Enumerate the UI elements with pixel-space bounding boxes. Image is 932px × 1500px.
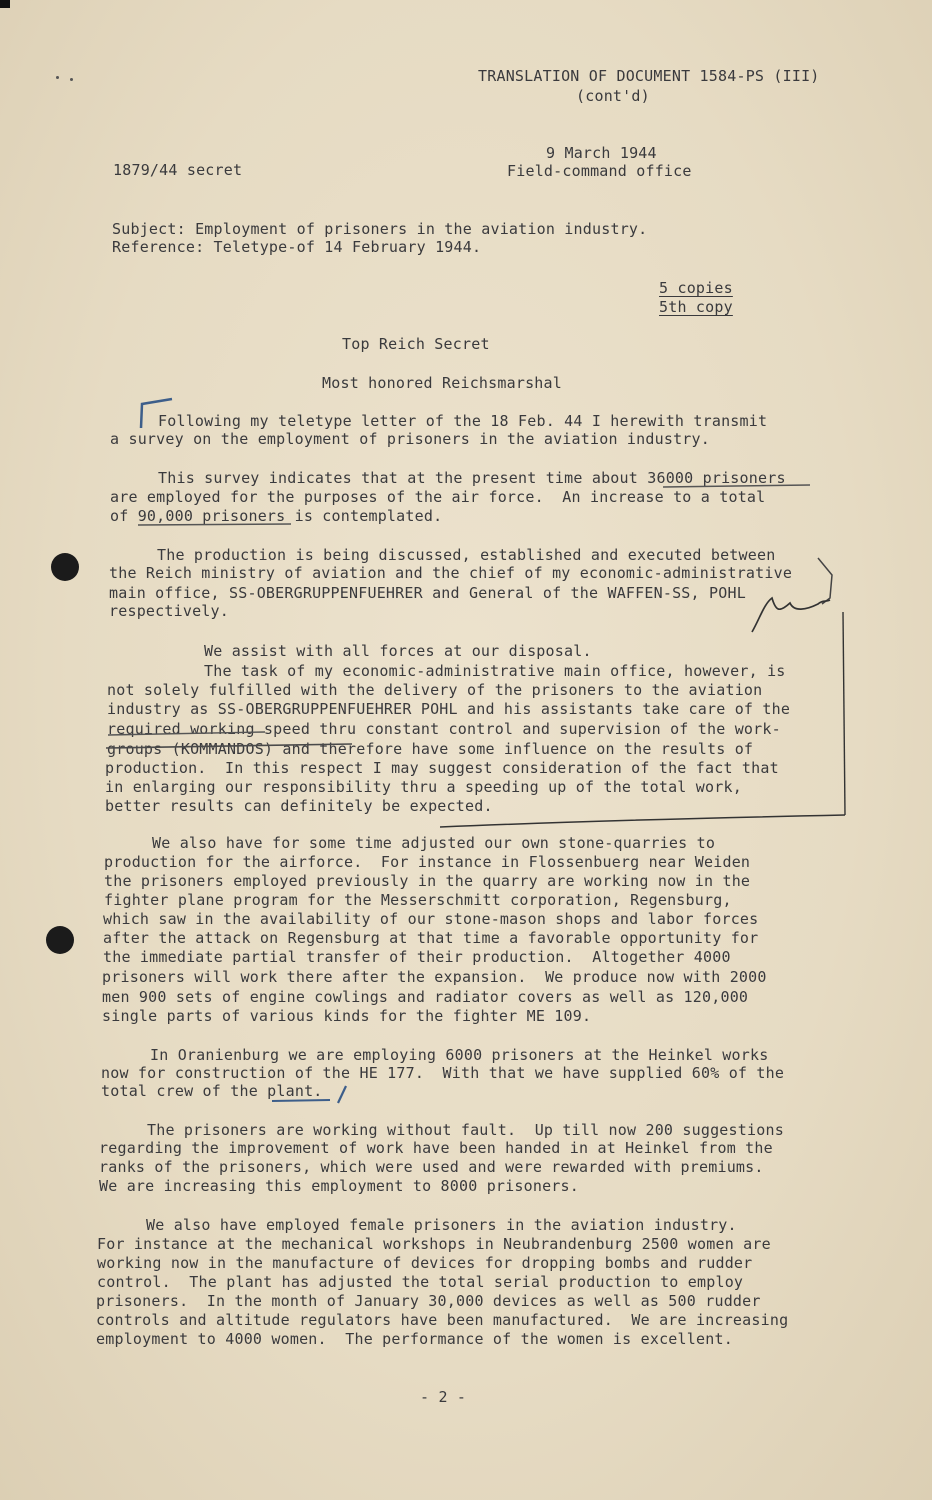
pencil-margin-line xyxy=(843,612,845,815)
paragraph-6-line: In Oranienburg we are employing 6000 prisoners at the Heinkel works xyxy=(150,1046,769,1064)
pencil-slash xyxy=(338,1086,346,1103)
paragraph-8-line: controls and altitude regulators have been manufactured. We are increasing xyxy=(96,1311,789,1329)
paragraph-4-line: industry as SS-OBERGRUPPENFUEHRER POHL and his assistants take care of the xyxy=(107,700,791,718)
paragraph-5-line: after the attack on Regensburg at that time a favorable opportunity for xyxy=(103,929,759,947)
page-number: - 2 - xyxy=(420,1388,467,1406)
reference-line: Reference: Teletype-of 14 February 1944. xyxy=(112,238,482,256)
sender-office: Field-command office xyxy=(507,162,692,180)
pencil-underline xyxy=(108,732,265,735)
paragraph-5-line: production for the airforce. For instance in Flossenbuerg near Weiden xyxy=(104,853,751,871)
subject-line: Subject: Employment of prisoners in the aviation industry. xyxy=(112,220,648,238)
pencil-closing-line xyxy=(440,815,845,827)
paragraph-2-line: of 90,000 prisoners is contemplated. xyxy=(110,507,443,525)
copies-count: 5 copies xyxy=(659,279,733,297)
paragraph-2-line: This survey indicates that at the present time about 36000 prisoners xyxy=(158,469,786,487)
paragraph-8-line: control. The plant has adjusted the total serial production to employ xyxy=(97,1273,744,1291)
paragraph-5-line: which saw in the availability of our stone-mason shops and labor forces xyxy=(103,910,759,928)
paragraph-8-line: employment to 4000 women. The performance of the women is excellent. xyxy=(96,1330,733,1348)
paragraph-4-line: The task of my economic-administrative main office, however, is xyxy=(204,662,786,680)
paragraph-8-line: prisoners. In the month of January 30,000 devices as well as 500 rudder xyxy=(96,1292,761,1310)
paragraph-5-line: men 900 sets of engine cowlings and radiator covers as well as 120,000 xyxy=(102,988,749,1006)
copy-number: 5th copy xyxy=(659,298,733,316)
paragraph-7-line: ranks of the prisoners, which were used and were rewarded with premiums. xyxy=(99,1158,764,1176)
paragraph-1-line: a survey on the employment of prisoners in the aviation industry. xyxy=(110,430,710,448)
pencil-bracket xyxy=(141,399,172,428)
paragraph-6-line: total crew of the plant. xyxy=(101,1082,323,1100)
paragraph-4-line: required working speed thru constant control and supervision of the work- xyxy=(107,720,781,738)
paragraph-5-line: the prisoners employed previously in the quarry are working now in the xyxy=(104,872,751,890)
paragraph-5-line: the immediate partial transfer of their production. Altogether 4000 xyxy=(103,948,731,966)
file-number: 1879/44 secret xyxy=(113,161,243,179)
paragraph-8-line: For instance at the mechanical workshops in Neubrandenburg 2500 women are xyxy=(97,1235,771,1253)
paragraph-4-line: production. In this respect I may suggest consideration of the fact that xyxy=(105,759,779,777)
paragraph-3-line: respectively. xyxy=(109,602,229,620)
pencil-bracket xyxy=(818,558,832,604)
paragraph-6-line: now for construction of the HE 177. With that we have supplied 60% of the xyxy=(101,1064,785,1082)
paragraph-8-line: We also have employed female prisoners in the aviation industry. xyxy=(146,1216,737,1234)
handwritten-initials xyxy=(752,598,830,632)
paragraph-1-line: Following my teletype letter of the 18 Feb. 44 I herewith transmit xyxy=(158,412,768,430)
paragraph-4-line: groups (KOMMANDOS) and therefore have some influence on the results of xyxy=(107,740,754,758)
paragraph-8-line: working now in the manufacture of devices for dropping bombs and rudder xyxy=(97,1254,753,1272)
paragraph-2-line: are employed for the purposes of the air force. An increase to a total xyxy=(110,488,766,506)
paragraph-7-line: We are increasing this employment to 8000 prisoners. xyxy=(99,1177,579,1195)
paragraph-5-line: prisoners will work there after the expansion. We produce now with 2000 xyxy=(102,968,767,986)
classification-heading: Top Reich Secret xyxy=(342,335,490,353)
paragraph-3-line: the Reich ministry of aviation and the chief of my economic-administrative xyxy=(109,564,793,582)
salutation: Most honored Reichsmarshal xyxy=(322,374,562,392)
pencil-strikethrough xyxy=(106,744,352,748)
paragraph-4-line: We assist with all forces at our disposal. xyxy=(204,642,592,660)
pencil-underline xyxy=(138,524,291,525)
paragraph-3-line: main office, SS-OBERGRUPPENFUEHRER and General of the WAFFEN-SS, POHL xyxy=(109,584,746,602)
document-title: TRANSLATION OF DOCUMENT 1584-PS (III) xyxy=(478,67,820,85)
paragraph-3-line: The production is being discussed, established and executed between xyxy=(157,546,776,564)
paragraph-4-line: not solely fulfilled with the delivery of the prisoners to the aviation xyxy=(107,681,763,699)
pencil-underline xyxy=(663,485,810,487)
document-title-continued: (cont'd) xyxy=(576,87,650,105)
paragraph-4-line: better results can definitely be expected. xyxy=(105,797,493,815)
letter-date: 9 March 1944 xyxy=(546,144,657,162)
paragraph-7-line: regarding the improvement of work have been handed in at Heinkel from the xyxy=(99,1139,773,1157)
paragraph-7-line: The prisoners are working without fault. Up till now 200 suggestions xyxy=(147,1121,784,1139)
paragraph-5-line: We also have for some time adjusted our own stone-quarries to xyxy=(152,834,716,852)
paragraph-4-line: in enlarging our responsibility thru a speeding up of the total work, xyxy=(105,778,742,796)
paragraph-5-line: single parts of various kinds for the fighter ME 109. xyxy=(102,1007,592,1025)
paragraph-5-line: fighter plane program for the Messerschmitt corporation, Regensburg, xyxy=(104,891,732,909)
pencil-underline xyxy=(272,1100,330,1101)
